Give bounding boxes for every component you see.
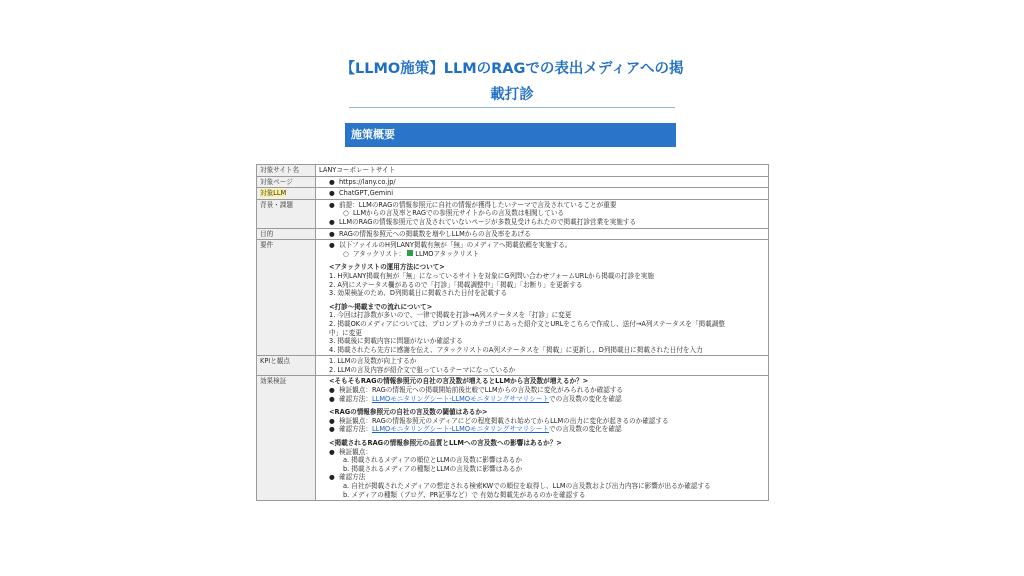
effect-q2-method-suffix: での言及数の変化を確認 (549, 425, 622, 434)
bullet-icon: ● (329, 394, 335, 403)
list-item: 4. 掲載されたら先方に感謝を伝え、アタックリストのA列ステータスを「掲載」に更新し、D列掲載日に掲載された日付を入力 (329, 345, 703, 354)
table-row (257, 356, 769, 376)
row-label-target-site: 対象サイト名 (257, 165, 316, 177)
list-item: 3. 掲載後に掲載内容に問題がないか確認する (329, 337, 463, 346)
attack-list-link[interactable]: LLMOアタックリスト (415, 249, 480, 258)
attack-list-label: アタックリスト： (353, 249, 406, 258)
bullet-icon: ● (329, 416, 335, 425)
requirements-point-1: 以下ファイルのH列LANY掲載有無が「無」のメディアへ掲載依頼を実施する。 (339, 241, 572, 250)
effect-q3-method-label: 確認方法 (339, 473, 366, 482)
circle-bullet-icon: ○ (343, 209, 349, 218)
effect-question-2: <RAGの情報参照元の自社の言及数の閾値はあるか> (329, 408, 488, 417)
target-page-url: https://lany.co.jp/ (339, 177, 396, 186)
monitoring-sheet-link[interactable]: LLMOモニタリングシート-LLMOモニタリングサマリシート (371, 425, 550, 434)
list-item: 2. LLMの言及内容が紹介文で狙っているテーマになっているか (329, 365, 516, 374)
target-llm-value: ChatGPT,Gemini (339, 189, 394, 198)
effect-q3-point-label: 検証観点： (339, 447, 372, 456)
row-label-purpose: 目的 (257, 228, 316, 240)
table-row (257, 188, 769, 200)
section-header: 施策概要 (345, 123, 676, 147)
list-item: a. 自社が掲載されたメディアの想定される検索KWでの順位を取得し、LLMの言及数および出力内容に影響が出るか確認する (343, 482, 711, 490)
bullet-icon: ● (329, 425, 335, 434)
bullet-icon: ● (329, 473, 335, 482)
row-label-target-page: 対象ページ (257, 176, 316, 188)
list-item: b. メディアの種類（ブログ、PR記事など）で 有効な掲載先があるのかを確認する (343, 490, 586, 499)
bullet-icon: ● (329, 189, 335, 198)
bullet-icon: ● (329, 177, 335, 186)
row-label-target-llm: 対象LLM (260, 189, 287, 198)
spreadsheet-icon (407, 250, 413, 256)
effect-question-1: <そもそもRAGの情報参照元の自社の言及数が増えるとLLMから言及数が増えるか？> (329, 377, 589, 386)
background-point-1-sub: LLMからの言及率とRAGでの参照元サイトからの言及数は相関している (353, 209, 565, 218)
effect-q1-method-suffix: での言及数の変化を確認 (549, 394, 622, 403)
document-title-line2: 載打診 (490, 87, 534, 103)
row-value-target-site: LANYコーポレートサイト (316, 165, 769, 177)
row-label-requirements: 要件 (257, 240, 316, 356)
row-label-background: 背景・課題 (257, 199, 316, 228)
purpose-value: RAGの情報参照元への掲載数を増やしLLMからの言及率をあげる (339, 229, 531, 238)
list-item: 1. H列LANY掲載有無が「無」になっているサイトを対象にG列問い合わせフォームURLから掲載の打診を実施 (329, 271, 654, 280)
document-title-line1: 【LLMO施策】LLMのRAGでの表出メディアへの掲 (340, 61, 684, 77)
bullet-icon: ● (329, 447, 335, 456)
bullet-icon: ● (329, 241, 335, 250)
list-item: 1. 今回は打診数が多いので、一律で掲載を打診→A列ステータスを「打診」に変更 (329, 311, 572, 320)
list-item: 2. A列にステータス欄があるので「打診」「掲載調整中」「掲載」「お断り」を更新する (329, 280, 583, 289)
row-label-kpi: KPIと観点 (257, 356, 316, 376)
document-title (340, 56, 684, 108)
table-row (257, 165, 769, 177)
effect-q1-point: 検証観点：RAGの情報元への掲載開始前後比較でLLMからの言及数に変化がみられるか確認する (339, 386, 624, 395)
background-point-2: LLMのRAGの情報参照元で言及されていないページが多数見受けられたので掲載打診営業を実施する (339, 217, 637, 226)
bullet-icon: ● (329, 217, 335, 226)
table-row (257, 176, 769, 188)
table-row (257, 199, 769, 228)
table-row (257, 376, 769, 501)
background-point-1: 前提：LLMのRAGの情報参照元に自社の情報が獲得したいテーマで言及されていることが重要 (339, 200, 617, 209)
bullet-icon: ● (329, 200, 335, 209)
list-item: b. 掲載されるメディアの種類とLLMの言及数に影響はあるか (343, 464, 523, 473)
bullet-icon: ● (329, 386, 335, 395)
effect-question-3: <掲載されるRAGの情報参照元の品質とLLMへの言及数への影響はあるか？> (329, 439, 562, 448)
spec-table (256, 164, 769, 501)
title-divider (349, 107, 675, 108)
row-label-effect: 効果検証 (257, 376, 316, 501)
list-item: 1. LLMの言及数が向上するか (329, 357, 417, 366)
bullet-icon: ● (329, 229, 335, 238)
list-item: 3. 効果検証のため、D列掲載日に掲載された日付を記載する (329, 289, 508, 298)
flow-heading: <打診〜掲載までの流れについて> (329, 302, 433, 311)
list-item: a. 掲載されるメディアの順位とLLMの言及数に影響はあるか (343, 456, 522, 465)
list-item: 2. 掲載OKのメディアについては、プロンプトのカテゴリにあった紹介文とURLをこちらで作成し、送付→A列ステータスを「掲載調整 (329, 319, 725, 328)
effect-q2-point: 検証観点：RAGの情報参照元のメディアにどの程度掲載され始めてからLLMの出力に変化が起きるのか確認する (339, 416, 669, 425)
circle-bullet-icon: ○ (343, 249, 349, 258)
table-row (257, 240, 769, 356)
monitoring-sheet-link[interactable]: LLMOモニタリングシート-LLMOモニタリングサマリシート (371, 394, 550, 403)
attack-list-heading: <アタックリストの運用方法について> (329, 263, 445, 272)
effect-q1-method-label: 確認方法： (339, 394, 372, 403)
effect-q2-method-label: 確認方法： (339, 425, 372, 434)
list-item: 中」に変更 (329, 328, 362, 337)
table-row (257, 228, 769, 240)
